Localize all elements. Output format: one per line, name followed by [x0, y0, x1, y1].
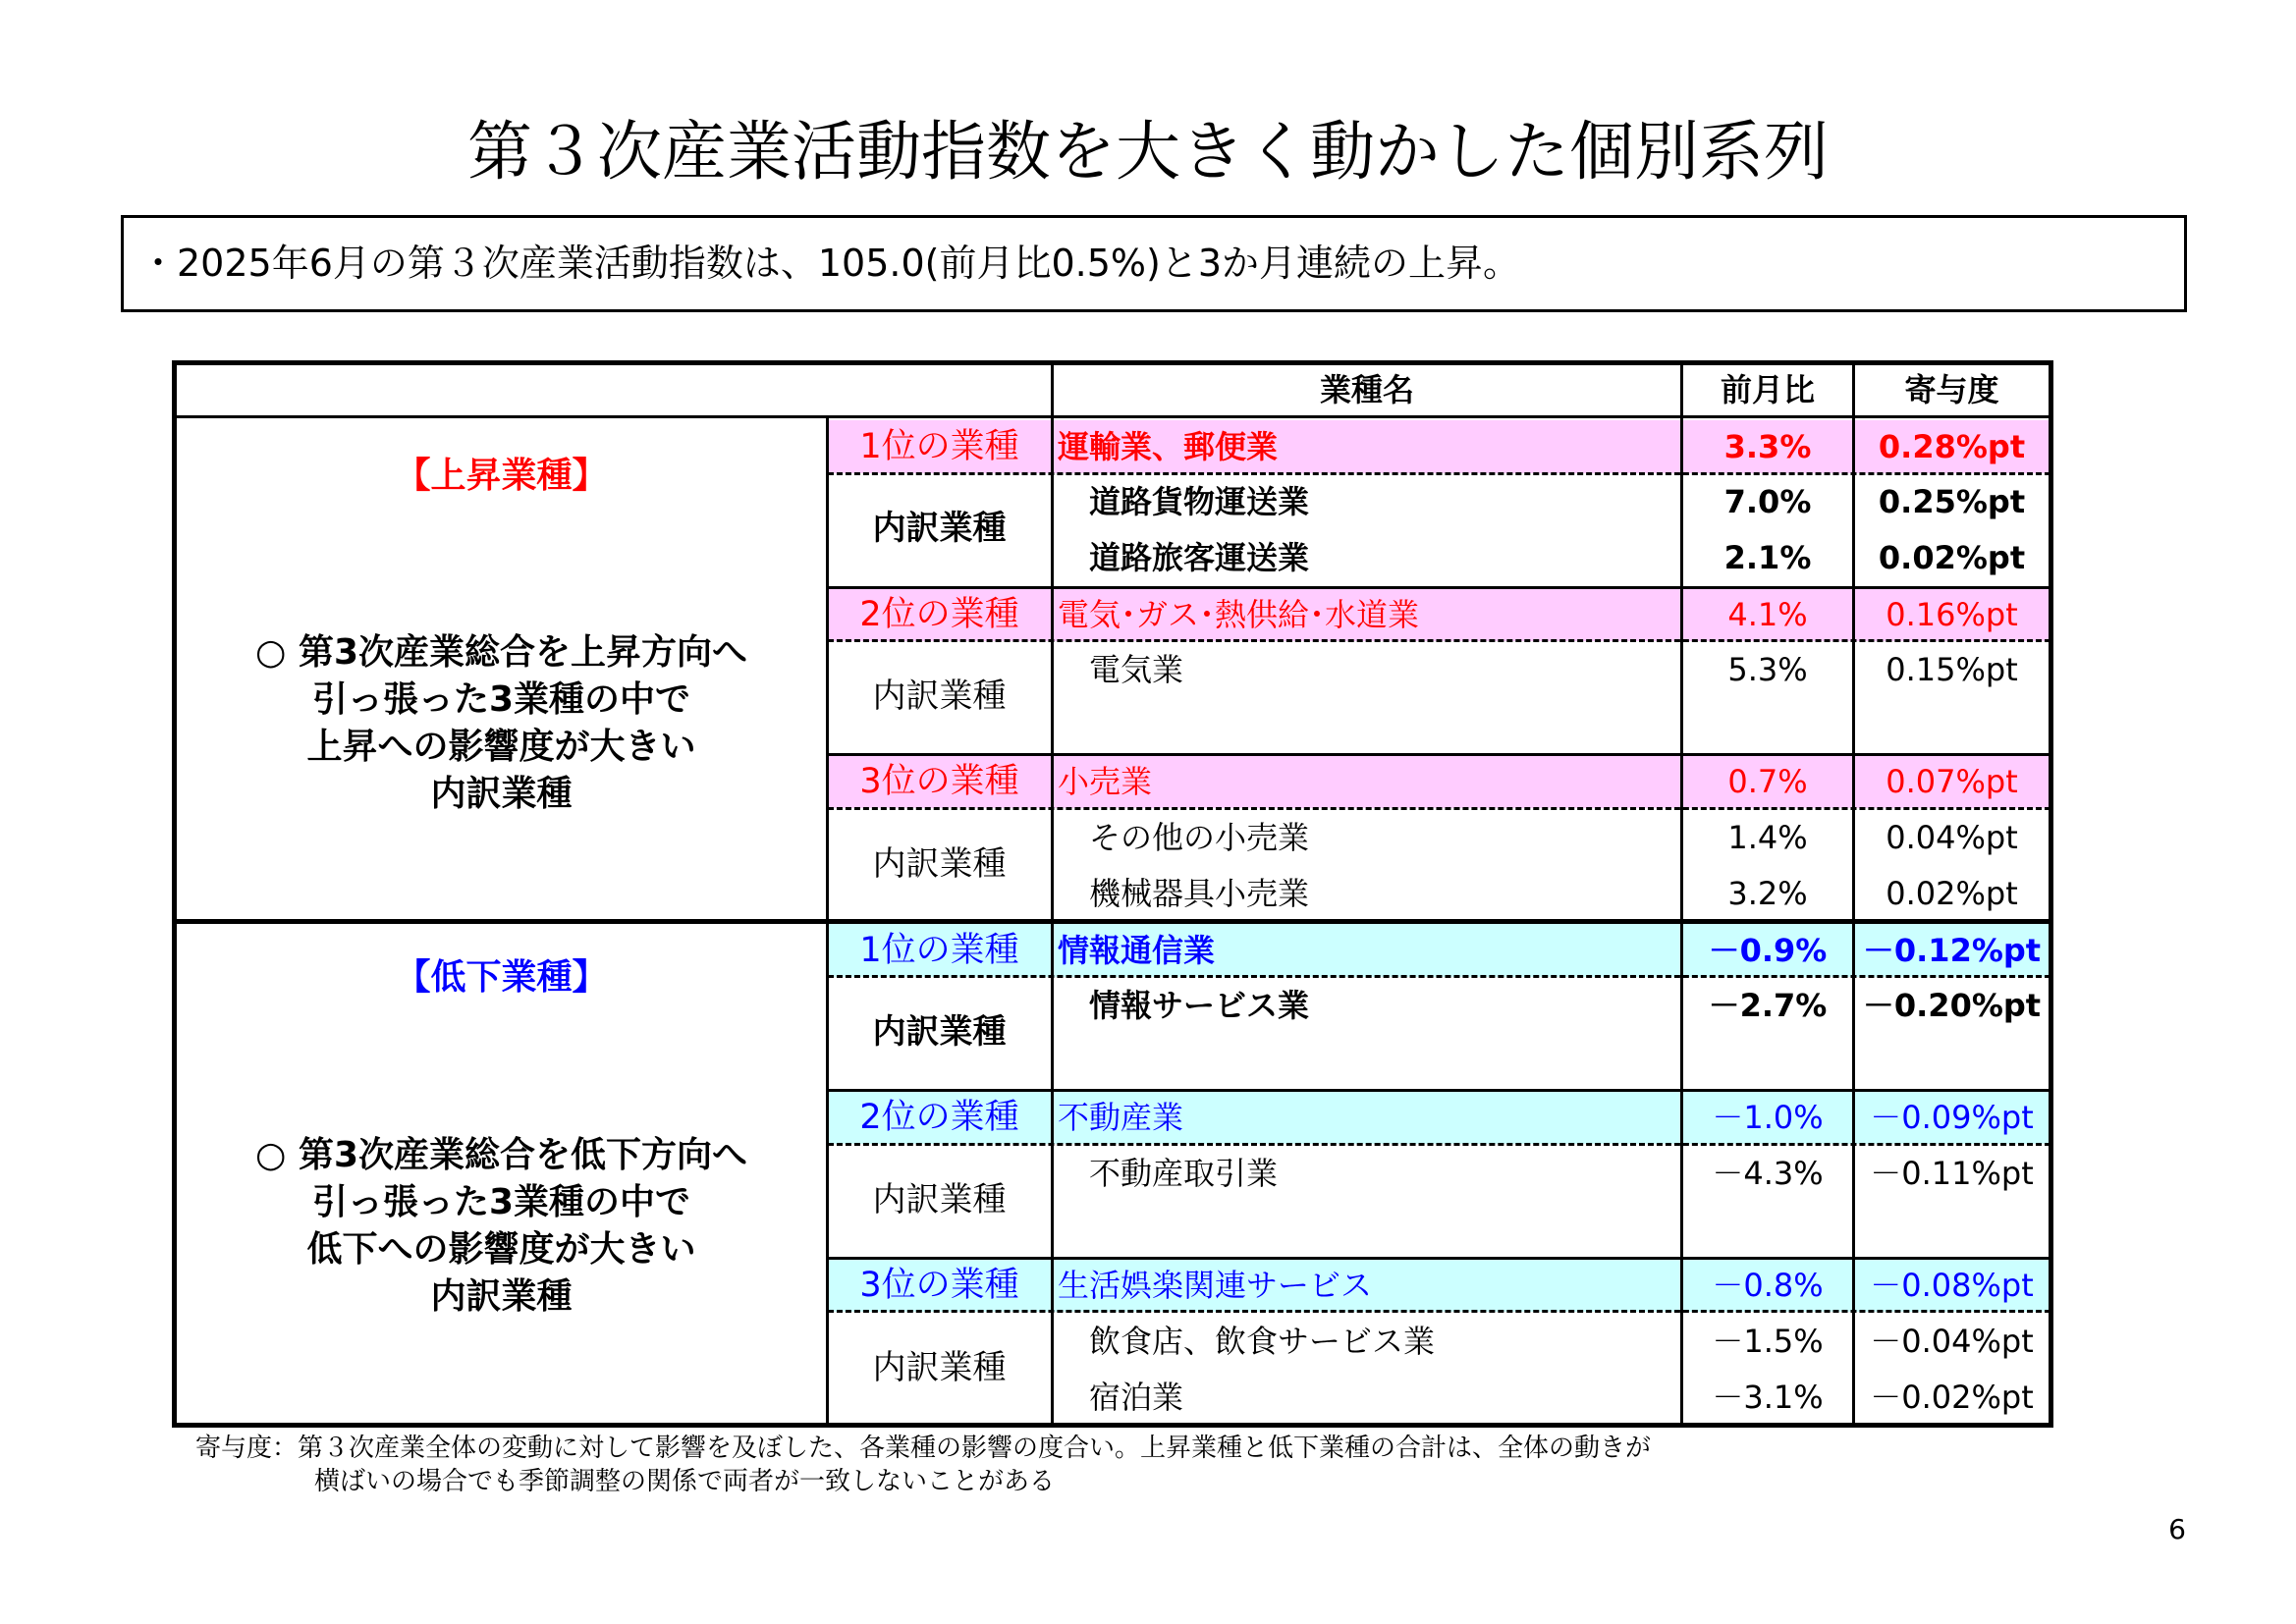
- falling-rank3-name: 生活娯楽関連サービス: [1058, 1267, 1373, 1304]
- footnote-line2: 横ばいの場合でも季節調整の関係で両者が一致しないことがある: [314, 1467, 1056, 1496]
- summary-text: ・2025年6月の第３次産業活動指数は、105.0(前月比0.5%)と3か月連続の上昇。: [139, 242, 1521, 285]
- rising-rank2-label: 2位の業種: [859, 595, 1019, 634]
- sub-industry-mom: 1.4%: [1727, 819, 1808, 856]
- sub-industry-mom: 7.0%: [1723, 483, 1812, 520]
- sub-industry-name: 不動産取引業: [1089, 1155, 1279, 1192]
- falling-rank2-name: 不動産業: [1058, 1099, 1184, 1136]
- rising-rank3-name: 小売業: [1058, 763, 1153, 800]
- falling-rank2-contribution: －0.09%pt: [1870, 1099, 2034, 1136]
- sub-industry-mom: －2.7%: [1708, 987, 1828, 1024]
- rising-rank2-name: 電気･ガス･熱供給･水道業: [1058, 596, 1420, 633]
- sub-industry-contribution: －0.20%pt: [1862, 987, 2042, 1024]
- rising-rank3-label: 3位の業種: [859, 762, 1019, 801]
- sub-industry-contribution: 0.02%pt: [1878, 539, 2026, 576]
- sub-industry-contribution: －0.04%pt: [1870, 1323, 2034, 1360]
- sub-industry-name: 道路貨物運送業: [1089, 483, 1310, 520]
- sub-industry-contribution: 0.15%pt: [1886, 651, 2018, 688]
- falling-category-label: 【低下業種】: [395, 957, 608, 998]
- rising-rank1-contribution: 0.28%pt: [1878, 428, 2026, 465]
- falling-rank1-name: 情報通信業: [1058, 932, 1216, 969]
- sub-industry-name: 電気業: [1089, 651, 1184, 688]
- sub-industry-contribution: 0.02%pt: [1886, 875, 2018, 912]
- header-industry: 業種名: [1319, 371, 1414, 408]
- sub-industry-name: 道路旅客運送業: [1089, 539, 1310, 576]
- sub-industry-mom: 5.3%: [1727, 651, 1808, 688]
- falling-rank3-label: 3位の業種: [859, 1266, 1019, 1305]
- falling-rank1-breakdown-label: 内訳業種: [872, 1012, 1007, 1052]
- sub-industry-name: 情報サービス業: [1089, 987, 1310, 1024]
- falling-rank1-contribution: －0.12%pt: [1862, 932, 2042, 969]
- rising-description: ○ 第3次産業総合を上昇方向へ 引っ張った3業種の中で 上昇への影響度が大きい 内訳業種: [255, 632, 747, 814]
- falling-rank1-mom: －0.9%: [1708, 932, 1828, 969]
- sub-industry-contribution: －0.02%pt: [1870, 1379, 2034, 1416]
- header-mom: 前月比: [1720, 371, 1815, 408]
- rising-rank1-name: 運輸業、郵便業: [1058, 428, 1279, 465]
- sub-industry-name: その他の小売業: [1089, 819, 1310, 856]
- page-number: 6: [2168, 1513, 2186, 1545]
- rising-rank2-contribution: 0.16%pt: [1886, 596, 2018, 633]
- rising-rank3-mom: 0.7%: [1727, 763, 1808, 800]
- column-divider: [1051, 360, 1054, 1428]
- page-title: 第３次産業活動指数を大きく動かした個別系列: [467, 114, 1829, 189]
- falling-rank3-mom: －0.8%: [1712, 1267, 1824, 1304]
- sub-industry-contribution: 0.25%pt: [1878, 483, 2026, 520]
- falling-rank2-breakdown-label: 内訳業種: [872, 1180, 1007, 1219]
- sub-industry-contribution: －0.11%pt: [1870, 1155, 2034, 1192]
- rising-rank2-breakdown-label: 内訳業種: [872, 677, 1007, 716]
- sub-industry-name: 機械器具小売業: [1089, 875, 1310, 912]
- sub-industry-name: 宿泊業: [1089, 1379, 1184, 1416]
- rising-rank1-mom: 3.3%: [1723, 428, 1812, 465]
- sub-industry-mom: －4.3%: [1712, 1155, 1824, 1192]
- sub-industry-mom: 3.2%: [1727, 875, 1808, 912]
- sub-industry-mom: 2.1%: [1723, 539, 1812, 576]
- rising-category-label: 【上昇業種】: [395, 456, 608, 496]
- falling-rank1-label: 1位の業種: [859, 931, 1019, 970]
- sub-industry-mom: －1.5%: [1712, 1323, 1824, 1360]
- sub-industry-mom: －3.1%: [1712, 1379, 1824, 1416]
- sub-industry-name: 飲食店、飲食サービス業: [1089, 1323, 1436, 1360]
- falling-description: ○ 第3次産業総合を低下方向へ 引っ張った3業種の中で 低下への影響度が大きい 内訳業種: [255, 1135, 747, 1317]
- rising-rank1-label: 1位の業種: [859, 427, 1019, 466]
- header-contribution: 寄与度: [1904, 371, 1999, 408]
- falling-rank2-label: 2位の業種: [859, 1098, 1019, 1137]
- sub-industry-contribution: 0.04%pt: [1886, 819, 2018, 856]
- footnote-line1: 寄与度：第３次産業全体の変動に対して影響を及ぼした、各業種の影響の度合い。上昇業種と低下業種の合計は、全体の動きが: [195, 1434, 1652, 1463]
- rising-rank1-breakdown-label: 内訳業種: [872, 509, 1007, 548]
- rising-rank2-mom: 4.1%: [1727, 596, 1808, 633]
- falling-rank3-contribution: －0.08%pt: [1870, 1267, 2034, 1304]
- falling-rank2-mom: －1.0%: [1712, 1099, 1824, 1136]
- rising-rank3-contribution: 0.07%pt: [1886, 763, 2018, 800]
- rising-rank3-breakdown-label: 内訳業種: [872, 844, 1007, 884]
- falling-rank3-breakdown-label: 内訳業種: [872, 1348, 1007, 1387]
